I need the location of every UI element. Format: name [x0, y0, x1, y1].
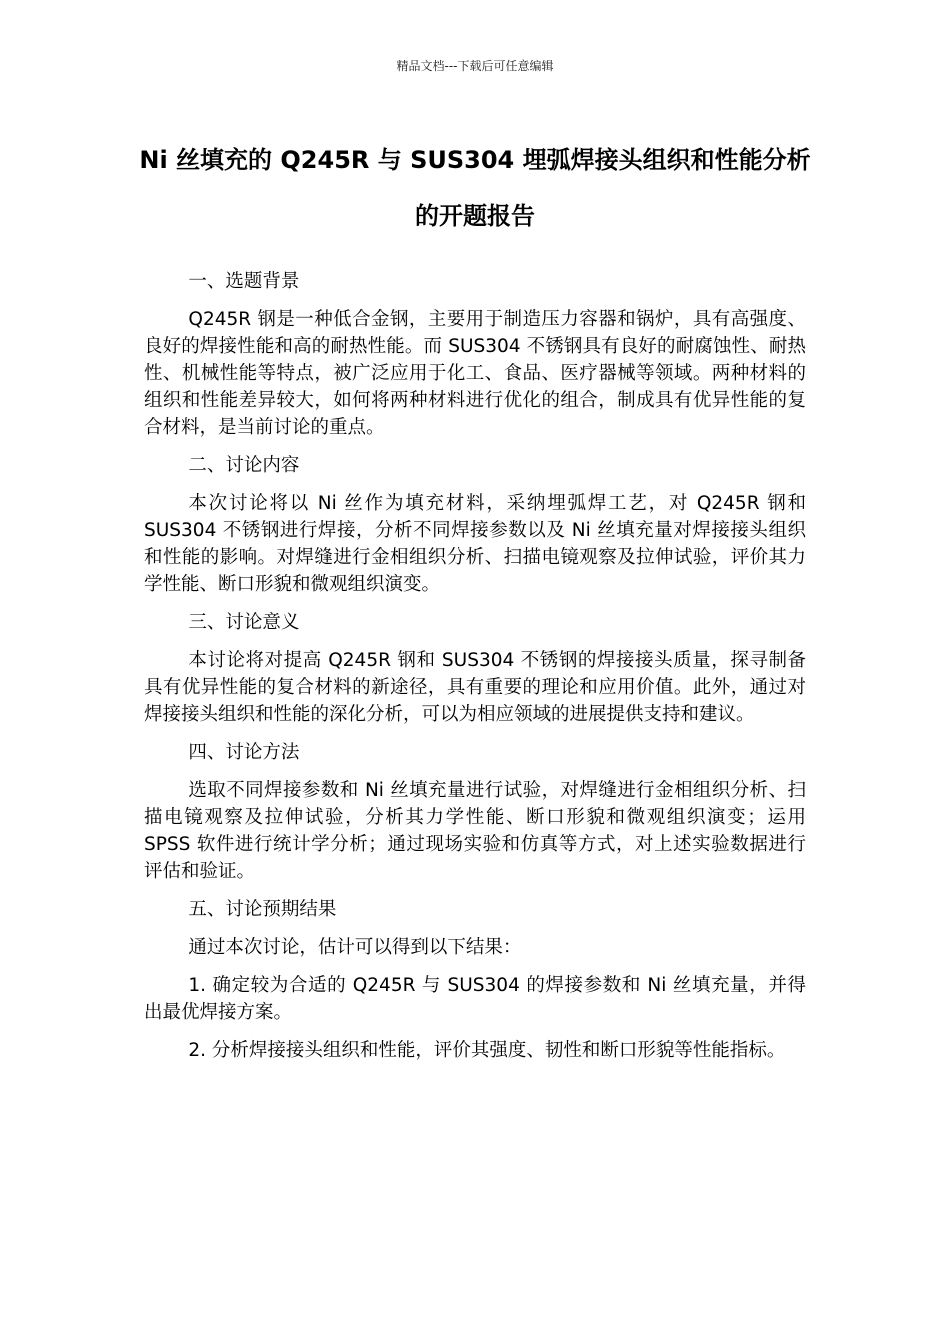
paragraph-background: Q245R 钢是一种低合金钢，主要用于制造压力容器和锅炉，具有高强度、良好的焊接性能和高的耐热性能。而 SUS304 不锈钢具有良好的耐腐蚀性、耐热性、机械性能等特点，被广泛应用于化工、食品、医疗器械等领域。两种材料的组织和性能差异较大，如何将两种材料进行优化的组合，制成具有优异性能的复合材料，是当前讨论的重点。 — [144, 309, 806, 438]
paragraph-content: 本次讨论将以 Ni 丝作为填充材料，采纳埋弧焊工艺，对 Q245R 钢和 SUS304 不锈钢进行焊接，分析不同焊接参数以及 Ni 丝填充量对焊接接头组织和性能的影响。对焊缝进行金相组织分析、扫描电镜观察及拉伸试验，评价其力学性能、断口形貌和微观组织演变。 — [144, 493, 806, 595]
paragraph-result-1: 1. 确定较为合适的 Q245R 与 SUS304 的焊接参数和 Ni 丝填充量，并得出最优焊接方案。 — [144, 975, 806, 1023]
paragraph-significance: 本讨论将对提高 Q245R 钢和 SUS304 不锈钢的焊接接头质量，探寻制备具有优异性能的复合材料的新途径，具有重要的理论和应用价值。此外，通过对焊接接头组织和性能的深化分析，可以为相应领域的进展提供支持和建议。 — [144, 650, 806, 725]
section-heading-content: 二、讨论内容 — [188, 455, 300, 476]
section-heading-background: 一、选题背景 — [188, 271, 300, 292]
document-title: Ni 丝填充的 Q245R 与 SUS304 埋弧焊接头组织和性能分析的开题报告 — [139, 146, 811, 230]
paragraph-result-2: 2. 分析焊接接头组织和性能，评价其强度、韧性和断口形貌等性能指标。 — [188, 1040, 786, 1061]
section-heading-expected-results: 五、讨论预期结果 — [188, 899, 337, 920]
header-note: 精品文档---下载后可任意编辑 — [396, 59, 554, 73]
paragraph-results-intro: 通过本次讨论，估计可以得到以下结果： — [188, 937, 522, 958]
document-body — [144, 268, 806, 1075]
section-heading-significance: 三、讨论意义 — [188, 612, 300, 633]
paragraph-method: 选取不同焊接参数和 Ni 丝填充量进行试验，对焊缝进行金相组织分析、扫描电镜观察及拉伸试验，分析其力学性能、断口形貌和微观组织演变；运用 SPSS 软件进行统计学分析；通过现场实验和仿真等方式，对上述实验数据进行评估和验证。 — [144, 780, 806, 882]
section-heading-method: 四、讨论方法 — [188, 742, 300, 763]
